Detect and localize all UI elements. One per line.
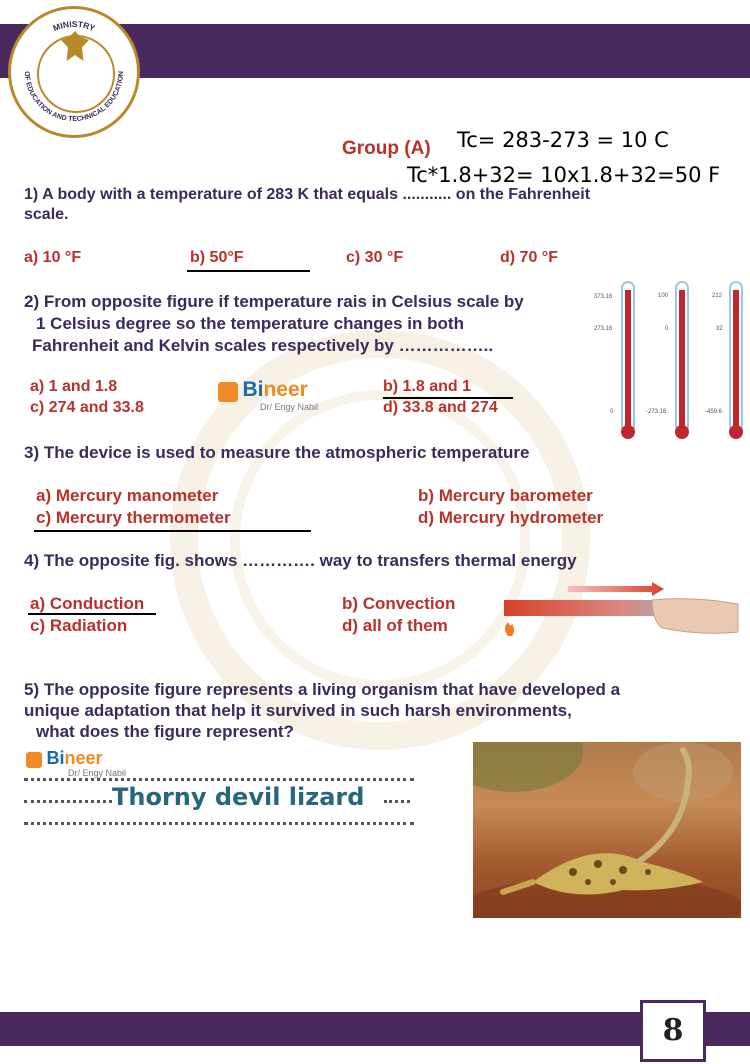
q5-text-line3: what does the figure represent? — [36, 722, 294, 741]
calc-line-2: Tc*1.8+32= 10x1.8+32=50 F — [407, 163, 721, 187]
q5-text-line1: 5) The opposite figure represents a living organism that have developed a — [24, 680, 621, 699]
q3-text: 3) The device is used to measure the atmospheric temperature — [24, 443, 530, 462]
k-label-top: 373.16 — [594, 294, 613, 300]
q2-answer-underline — [383, 397, 513, 399]
q2-option-c[interactable]: c) 274 and 33.8 — [30, 399, 144, 416]
q4-option-c[interactable]: c) Radiation — [30, 616, 128, 635]
q3-option-b[interactable]: b) Mercury barometer — [418, 486, 593, 505]
answer-line-2b — [384, 800, 410, 803]
c-label-mid: 0 — [665, 326, 669, 332]
svg-text:MINISTRY — [52, 19, 97, 33]
q4-option-a[interactable]: a) Conduction — [30, 594, 145, 613]
q1-option-a[interactable]: a) 10 °F — [24, 249, 82, 266]
f-label-top: 212 — [712, 293, 723, 299]
watermark-seal-inner — [230, 390, 530, 690]
q2-option-b[interactable]: b) 1.8 and 1 — [383, 378, 472, 395]
q1-option-b[interactable]: b) 50°F — [190, 249, 244, 266]
q3-answer-underline — [34, 530, 311, 532]
q1-text-line1: 1) A body with a temperature of 283 K that equals ........... on the Fahrenheit — [24, 186, 591, 203]
page-number: 8 — [640, 1000, 706, 1062]
bioneer-logo-icon — [218, 382, 238, 402]
logo-text-top: MINISTRY — [51, 18, 97, 34]
answer-line-2a — [24, 800, 112, 803]
ministry-logo — [8, 6, 140, 138]
calc-line-1: Tc= 283-273 = 10 C — [457, 128, 669, 152]
heated-rod-figure — [502, 580, 742, 638]
q5-answer: Thorny devil lizard — [112, 783, 365, 811]
bioneer-logo-icon-2 — [26, 752, 42, 768]
q1-text-line2: scale. — [24, 206, 69, 223]
q3-option-c[interactable]: c) Mercury thermometer — [36, 508, 231, 527]
q3-option-d[interactable]: d) Mercury hydrometer — [418, 508, 604, 527]
bioneer-brand-1: Bineer — [218, 378, 308, 402]
footer-bar — [0, 1012, 750, 1046]
answer-line-3 — [24, 822, 414, 825]
c-label-bottom: -273.16 — [646, 409, 667, 415]
q2-text-line2: 1 Celsius degree so the temperature changes in both — [36, 314, 464, 333]
q4-answer-underline — [28, 613, 156, 615]
group-label: Group (A) — [342, 138, 431, 159]
answer-line-1 — [24, 778, 414, 781]
q2-option-d[interactable]: d) 33.8 and 274 — [383, 399, 498, 416]
k-label-mid: 273.16 — [594, 326, 613, 332]
bioneer-author-1: Dr/ Engy Nabil — [260, 402, 319, 412]
f-label-bottom: -459.6 — [705, 409, 723, 415]
q2-text-line3: Fahrenheit and Kelvin scales respectively by …………….. — [32, 336, 494, 355]
q1-option-d[interactable]: d) 70 °F — [500, 249, 558, 266]
thermometers-figure — [592, 280, 744, 442]
q1-answer-underline — [187, 270, 310, 272]
k-label-bottom: 0 — [610, 409, 614, 415]
f-label-mid: 32 — [716, 326, 723, 332]
bioneer-brand-2: Bineer — [26, 748, 102, 769]
c-label-top: 100 — [658, 293, 669, 299]
q5-text-line2: unique adaptation that help it survived in such harsh environments, — [24, 701, 572, 720]
q4-option-d[interactable]: d) all of them — [342, 616, 448, 635]
bioneer-author-2: Dr/ Engy Nabil — [68, 768, 127, 778]
q2-text-line1: 2) From opposite figure if temperature rais in Celsius scale by — [24, 292, 524, 311]
logo-text-bottom: OF EDUCATION AND TECHNICAL EDUCATION — [22, 71, 126, 124]
thorny-devil-photo — [473, 742, 741, 918]
q2-option-a[interactable]: a) 1 and 1.8 — [30, 378, 118, 395]
q1-option-c[interactable]: c) 30 °F — [346, 249, 404, 266]
q4-text: 4) The opposite fig. shows …………. way to transfers thermal energy — [24, 551, 577, 570]
q3-option-a[interactable]: a) Mercury manometer — [36, 486, 219, 505]
q4-option-b[interactable]: b) Convection — [342, 594, 456, 613]
